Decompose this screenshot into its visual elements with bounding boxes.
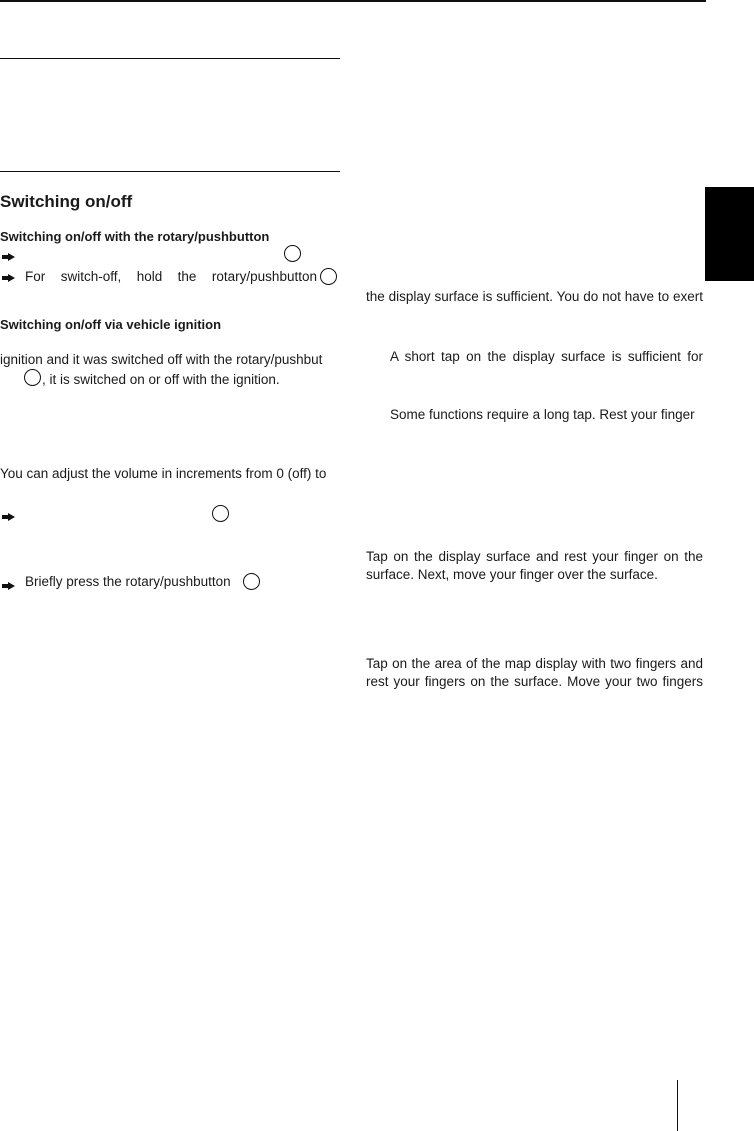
circle-callout-icon xyxy=(212,505,229,522)
two-finger-text-line1: Tap on the area of the map display with two fingers and xyxy=(366,656,703,671)
circle-callout-icon xyxy=(24,369,41,386)
pointing-hand-icon xyxy=(2,273,16,283)
footer-vertical-rule xyxy=(677,1080,678,1131)
circle-callout-icon xyxy=(243,573,260,590)
ignition-text-line1: ignition and it was switched off with the rotary/pushbut xyxy=(0,352,323,367)
circle-callout-icon xyxy=(284,245,301,262)
long-tap-text: Some functions require a long tap. Rest your finger xyxy=(390,407,695,422)
step-word: switch-off, xyxy=(60,269,122,284)
pointing-hand-icon xyxy=(2,512,16,522)
drag-text-line1: Tap on the display surface and rest your finger on the xyxy=(366,549,703,564)
section-rule-upper xyxy=(0,58,340,59)
volume-text: You can adjust the volume in increments from 0 (off) to xyxy=(0,466,327,481)
ignition-subtitle: Switching on/off via vehicle ignition xyxy=(0,317,222,332)
section-rule-lower xyxy=(0,171,340,172)
circle-callout-icon xyxy=(320,268,337,285)
step-word: hold xyxy=(136,269,163,284)
short-tap-text: A short tap on the display surface is sufficient for xyxy=(390,349,703,364)
step-word: rotary/pushbutton xyxy=(211,269,317,284)
drag-text-line2: surface. Next, move your finger over the surface. xyxy=(366,567,658,582)
step-word: the xyxy=(177,269,197,284)
pointing-hand-icon xyxy=(2,581,16,591)
brief-press-step: Briefly press the rotary/pushbutton xyxy=(25,574,231,589)
step-word: For xyxy=(25,269,46,284)
top-rule xyxy=(0,0,706,2)
display-surface-text: the display surface is sufficient. You do not have to exert xyxy=(366,289,703,304)
two-finger-text-line2: rest your fingers on the surface. Move your two fingers xyxy=(366,674,703,689)
chapter-side-tab xyxy=(705,187,754,281)
rotary-subtitle: Switching on/off with the rotary/pushbutton xyxy=(0,229,270,244)
switch-off-step xyxy=(25,268,317,286)
pointing-hand-icon xyxy=(2,252,16,262)
ignition-text-line2: , it is switched on or off with the ignition. xyxy=(42,372,280,387)
section-title: Switching on/off xyxy=(0,192,133,211)
